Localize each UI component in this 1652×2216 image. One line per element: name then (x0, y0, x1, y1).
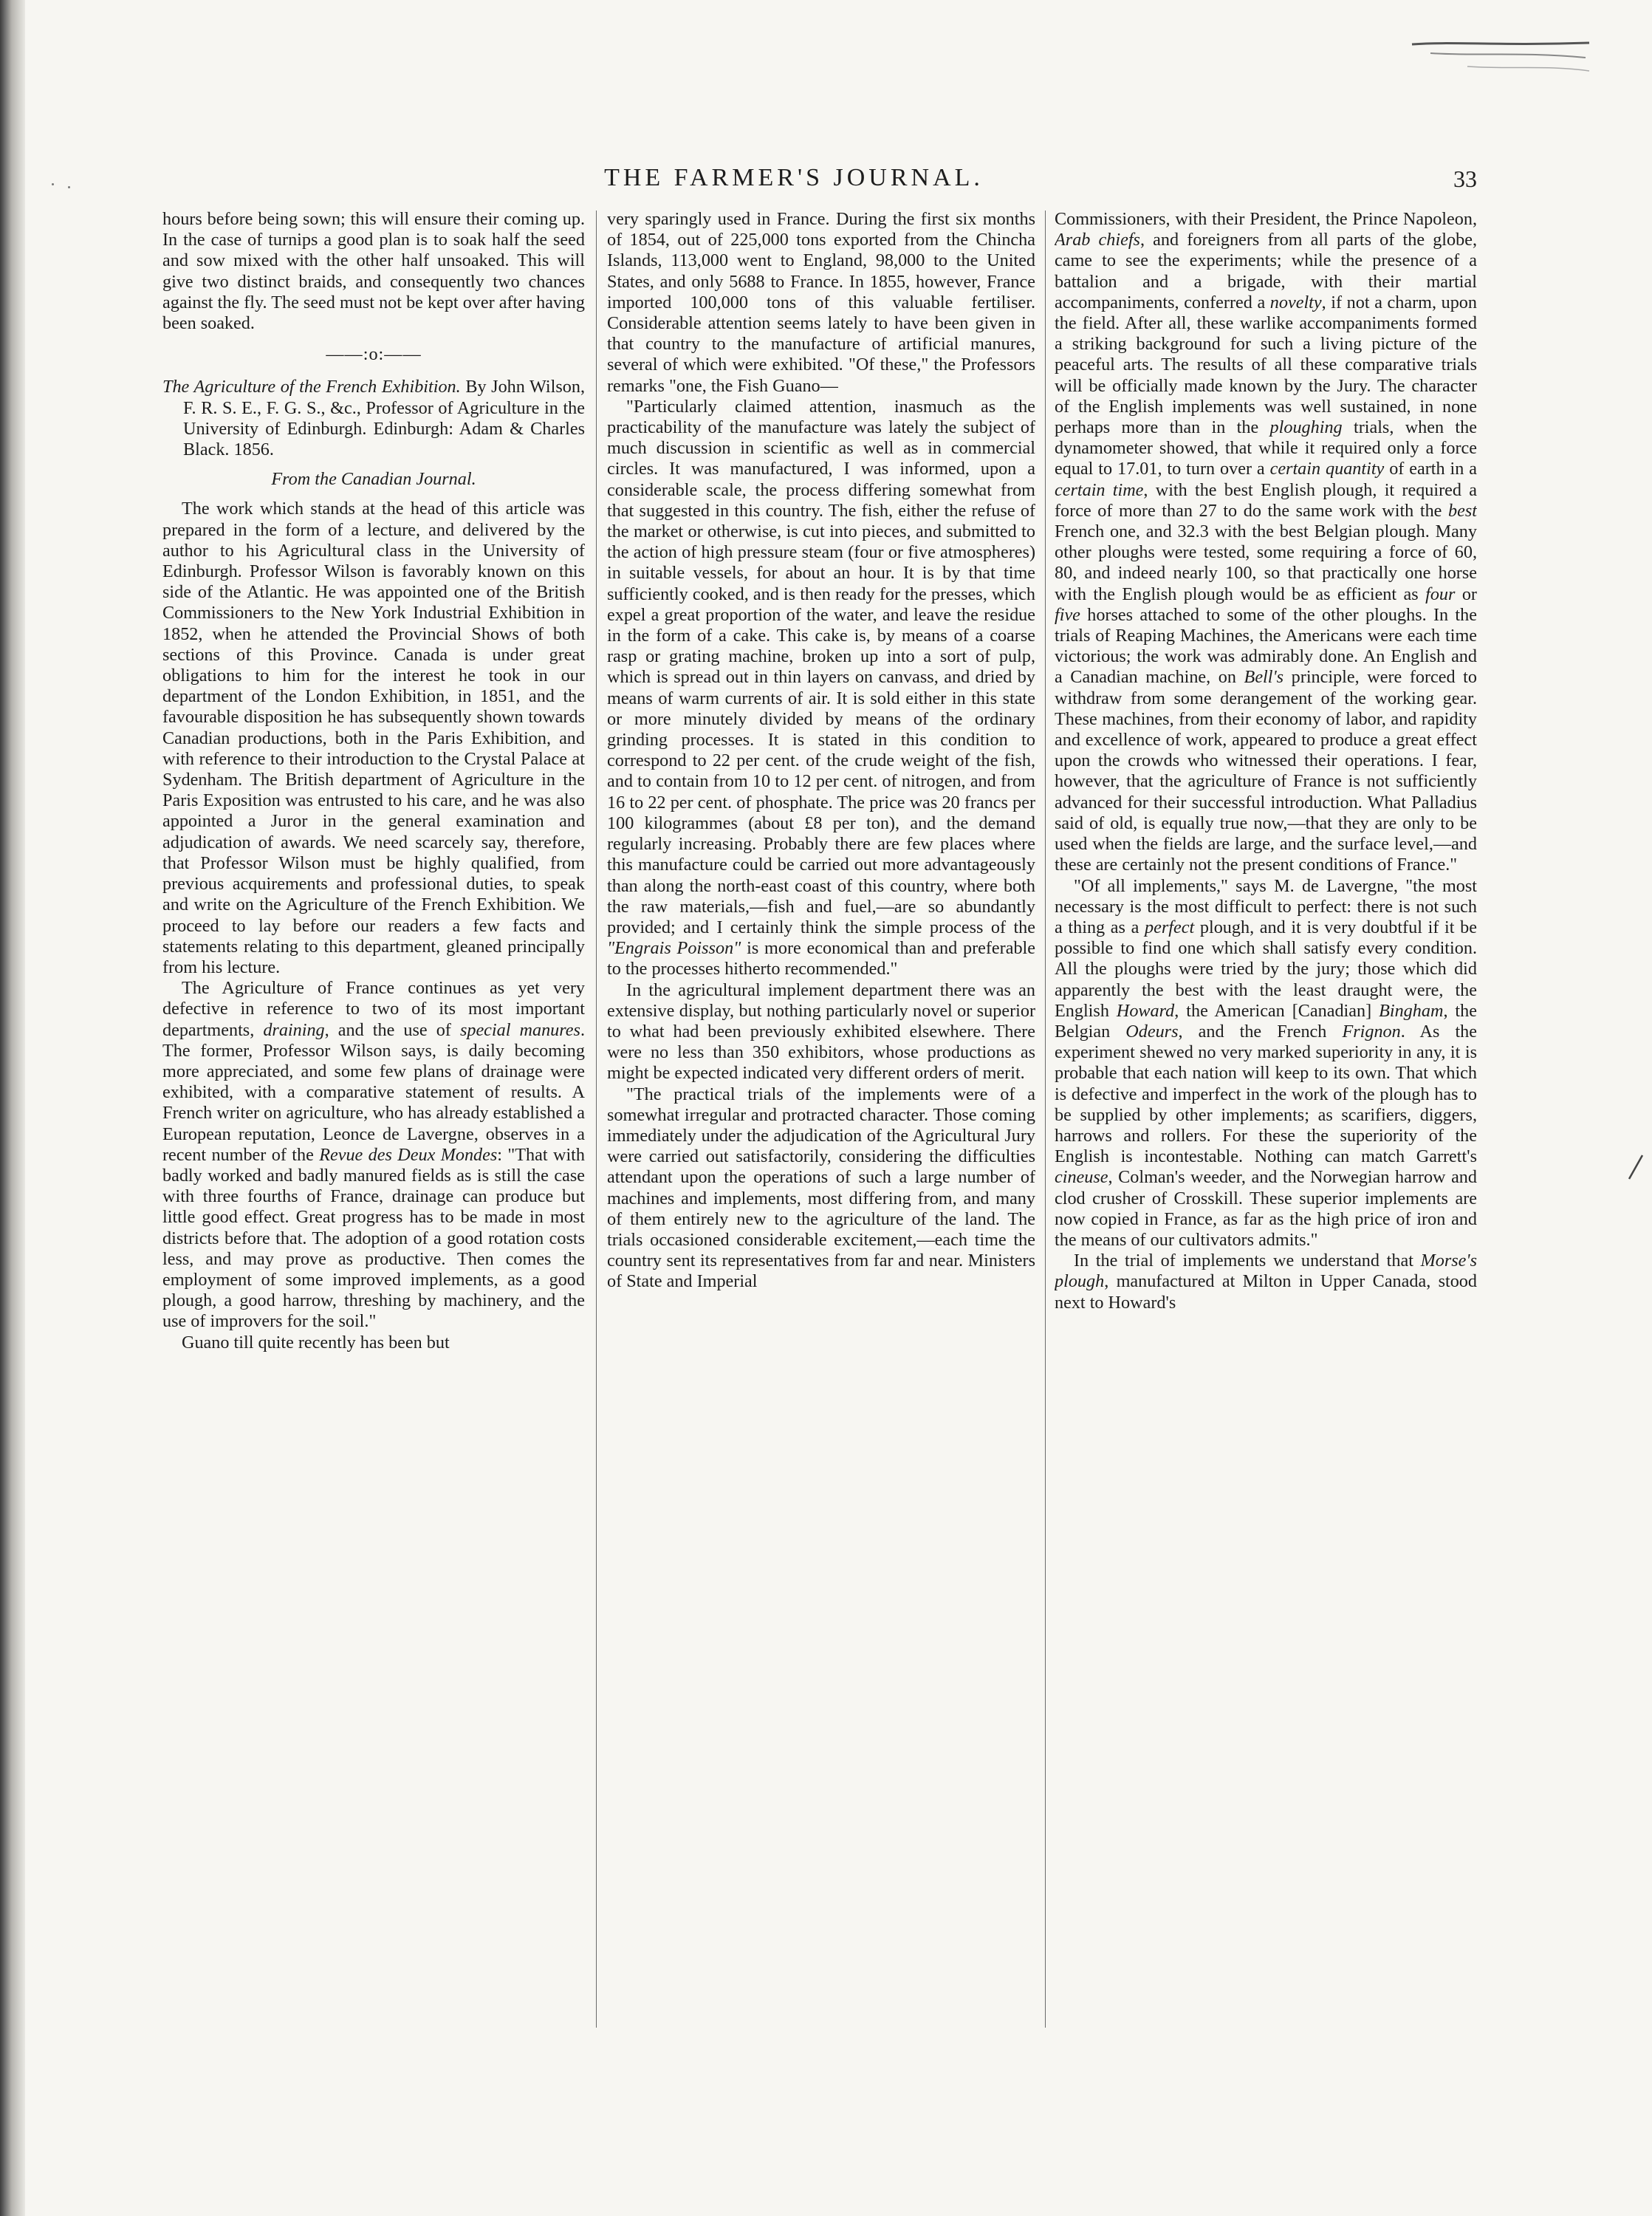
paragraph: hours before being sown; this will ensure their coming up. In the case of turnips a good plan is to soak half the seed and sow mixed with the other half unsoaked. This will give two distinct braids, and consequently two chances against the fly. The seed must not be kept over after having been soaked. (162, 209, 585, 334)
column-3 (1055, 209, 1477, 2034)
emphasis: certain time (1055, 479, 1144, 500)
text-run: , Colman's weeder, and the Norwegian harrow and clod crusher of Crosskill. These superior implements are now copied in France, as far as the high price of iron and the means of our cultivators admits." (1055, 1167, 1477, 1250)
corner-scan-mark (1408, 37, 1593, 81)
column-1 (162, 209, 585, 2034)
text-run: , and the French (1178, 1021, 1343, 1042)
emphasis: Odeurs (1125, 1021, 1179, 1042)
text-run: In the trial of implements we understand that (1074, 1251, 1421, 1271)
text-run: , and foreigners from all parts of the globe, came to see the experiments; while the presence of a battalion and a brigade, with their martial accompaniments, conferred a (1055, 230, 1477, 312)
text-run: principle, were forced to withdraw from some derangement of the working gear. These machines, from their economy of labor, and rapidity and excellence of work, appeared to produce a great effect upon the crowds who witnessed their operations. I fear, however, that the agriculture of France is not sufficiently advanced for their successful introduction. What Palladius said of old, is equally true now,—that they are only to be used when the fields are large, and the surface level,—and these are certainly not the present conditions of France." (1055, 667, 1477, 875)
text-run: , manufactured at Milton in Upper Canada, stood next to Howard's (1055, 1271, 1477, 1313)
text-run: plough, and it is very doubtful if it be possible to find one which shall satisfy every condition. All the ploughs were tried by the jury; those which did apparently the best with the least draught were, the English (1055, 917, 1477, 1021)
text-run: French one, and 32.3 with the best Belgian plough. Many other ploughs were tested, some requiring a force of 60, 80, and indeed nearly 100, so that practically one horse with the English plough would be as efficient as (1055, 521, 1477, 604)
column-2 (607, 209, 1035, 2034)
emphasis: special manures (459, 1019, 580, 1040)
emphasis: five (1055, 604, 1080, 625)
binding-edge (0, 0, 25, 2216)
page-header (111, 164, 1477, 216)
emphasis: "Engrais Poisson" (607, 938, 741, 959)
running-head: THE FARMER'S JOURNAL. (604, 164, 984, 191)
text-run: , the American [Canadian] (1174, 1000, 1379, 1021)
margin-pencil-mark (1625, 1152, 1645, 1182)
section-separator: ——:o:—— (326, 344, 422, 365)
emphasis: Bingham (1379, 1000, 1444, 1021)
paragraph: "The practical trials of the implements were of a somewhat irregular and protracted character. Those coming immediately under the adjudication of the Agricultural Jury were carried out satisfactorily, considering the difficulties attendant upon the operations of such a large number of machines and implements, most differing from, and many of them entirely new to the agriculture of the land. The trials occasioned considerable excitement,—each time the country sent its representatives from far and near. Ministers of State and Imperial (607, 1084, 1035, 1292)
page-number: 33 (1453, 165, 1477, 192)
emphasis: Frignon (1342, 1021, 1401, 1042)
text-run: . The former, Professor Wilson says, is daily becoming more appreciated, and some few plans of drainage were exhibited, with a comparative statement of results. A French writer on agriculture, who has already established a European reputation, Leonce de Lavergne, observes in a recent number of the (162, 1019, 585, 1165)
paragraph (1055, 876, 1477, 1251)
text-run: "Of all implements," says M. de Lavergne, "the most necessary is the most difficult to perfect: there is not such a thing as a (1055, 875, 1477, 937)
review-title: The Agriculture of the French Exhibition. (162, 377, 461, 397)
paper-fleck (68, 186, 70, 188)
emphasis: novelty (1269, 292, 1322, 312)
text-run: of earth in a (1384, 459, 1477, 479)
text-run: trials, when the dynamometer showed, that while it required only a force equal to 17.01, to turn over a (1055, 417, 1477, 479)
article-source: From the Canadian Journal. (271, 469, 476, 490)
text-run: horses attached to some of the other ploughs. In the trials of Reaping Machines, the Americans were each time victorious; the work was admirably done. An English and a Canadian machine, on (1055, 604, 1477, 688)
emphasis: perfect (1145, 917, 1195, 937)
paragraph (162, 978, 585, 1332)
paper-fleck (52, 183, 54, 185)
text-run: The Agriculture of France continues as yet very defective in reference to two of its most important departments, (162, 978, 585, 1040)
emphasis: ploughing (1269, 417, 1343, 438)
column-rule (596, 211, 597, 2028)
paragraph: The work which stands at the head of this article was prepared in the form of a lecture, and delivered by the author to his Agricultural class in the University of Edinburgh. Professor Wilson is favorably known on this side of the Atlantic. He was appointed one of the British Commissioners to the New York Industrial Exhibition in 1852, when he attended the Provincial Shows of both sections of this Province. Canada is under great obligations to him for the interest he took in our department of the London Exhibition, in 1851, and the favourable disposition he has subsequently shown towards Canadian productions, both in the Paris Exhibition, and with reference to their introduction to the Crystal Palace at Sydenham. The British department of Agriculture in the Paris Exposition was entrusted to his care, and he was also appointed a Juror in the general examination and adjudication of awards. We need scarcely say, therefore, that Professor Wilson must be highly qualified, from previous acquirements and professional duties, to speak and write on the Agriculture of the French Exhibition. We proceed to lay before our readers a few facts and statements relating to this department, gleaned principally from his lecture. (162, 499, 585, 977)
text-run: Commissioners, with their President, the Prince Napoleon, (1055, 209, 1477, 229)
emphasis: Bell's (1244, 667, 1284, 688)
column-rule (1045, 211, 1046, 2028)
paragraph: very sparingly used in France. During the first six months of 1854, out of 225,000 tons exported from the Chincha Islands, 113,000 went to England, 98,000 to the United States, and only 5688 to France. In 1855, however, France imported 100,000 tons of this valuable fertiliser. Considerable attention seems lately to have been given in that country to the manufacture of artificial manures, several of which were exhibited. "Of these," the Professors remarks "one, the Fish Guano— (607, 209, 1035, 396)
emphasis: Morse's plough (1055, 1251, 1477, 1292)
emphasis: Revue des Deux Mondes (319, 1144, 498, 1165)
emphasis: draining (263, 1019, 325, 1040)
text-run: , the Belgian (1055, 1000, 1477, 1042)
emphasis: four (1425, 584, 1456, 604)
emphasis: cineuse (1055, 1167, 1108, 1188)
text-run: , and the use of (324, 1019, 460, 1040)
review-byline: By John Wilson, F. R. S. E., F. G. S., &c., Professor of Agriculture in the University of Edinburgh. Edinburgh: Adam & Charles Black. 1856. (183, 377, 585, 460)
emphasis: best (1448, 500, 1477, 521)
text-run: "Particularly claimed attention, inasmuch as the practicability of the manufacture was lately the subject of much discussion in scientific as well as in commercial circles. It was manufactured, I was informed, upon a considerable scale, the process differing somewhat from that suggested in this country. The fish, either the refuse of the market or otherwise, is cut into pieces, and submitted to the action of high pressure steam (four or five atmospheres) in suitable vessels, for about an hour. It is by that time sufficiently cooked, and is then ready for the presses, which expel a great proportion of the water, and leave the residue in the form of a cake. This cake is, by means of a coarse rasp or grating machine, broken up into a sort of pulp, which is spread out in thin layers on canvass, and dried by means of warm currents of air. It is sold either in this state or more minutely divided by means of the ordinary grinding processes. It is stated in this condition to correspond to 22 per cent. of the crude weight of the fish, and to contain from 10 to 12 per cent. of nitrogen, and from 16 to 22 per cent. of phosphate. The price was 20 francs per 100 kilogrammes (about £8 per ton), and the demand regularly increasing. Probably there are few places where this manufacture could be carried out more advantageously than along the north-east coast of this country, where both the raw materials,—fish and fuel,—are so abundantly provided; and I certainly think the simple process of the (607, 396, 1035, 937)
emphasis: Arab chiefs (1055, 230, 1140, 250)
text-run: or (1455, 584, 1477, 604)
paragraph: Guano till quite recently has been but (182, 1332, 450, 1352)
review-heading (162, 377, 585, 460)
paragraph (1055, 1251, 1477, 1313)
emphasis: Howard (1116, 1000, 1175, 1021)
emphasis: certain quantity (1269, 459, 1385, 479)
text-run: : "That with badly worked and badly manured fields as is still the case with three fourths of France, drainage can produce but little good effect. Great progress has to be made in most districts before that. The adoption of a good rotation costs less, and may prove as productive. Then comes the employment of some improved implements, as a good plough, a good harrow, threshing by machinery, and the use of improvers for the soil." (162, 1144, 585, 1332)
paragraph: In the agricultural implement department there was an extensive display, but nothing particularly novel or superior to what had been previously exhibited elsewhere. There were no less than 350 exhibitors, whose productions as might be expected indicated very different orders of merit. (607, 979, 1035, 1084)
text-run: , with the best English plough, it required a force of more than 27 to do the same work with the (1055, 479, 1477, 521)
paragraph (607, 397, 1035, 980)
text-run: , if not a charm, upon the field. After all, these warlike accompaniments formed a striking background for such a living picture of the peaceful arts. The results of all these comparative trials will be officially made known by the Jury. The character of the English implements was well sustained, in none perhaps more than in the (1055, 292, 1477, 438)
paragraph (1055, 209, 1477, 876)
text-run: is more economical than and preferable to the processes hitherto recommended." (607, 938, 1035, 979)
text-run: . As the experiment shewed no very marked superiority in any, it is probable that each nation will keep to its own. That which is defective and imperfect in the work of the plough has to be supplied by other implements; as scarifiers, diggers, harrows and rollers. For these the superiority of the English is incontestable. Nothing can match Garrett's (1055, 1021, 1477, 1167)
